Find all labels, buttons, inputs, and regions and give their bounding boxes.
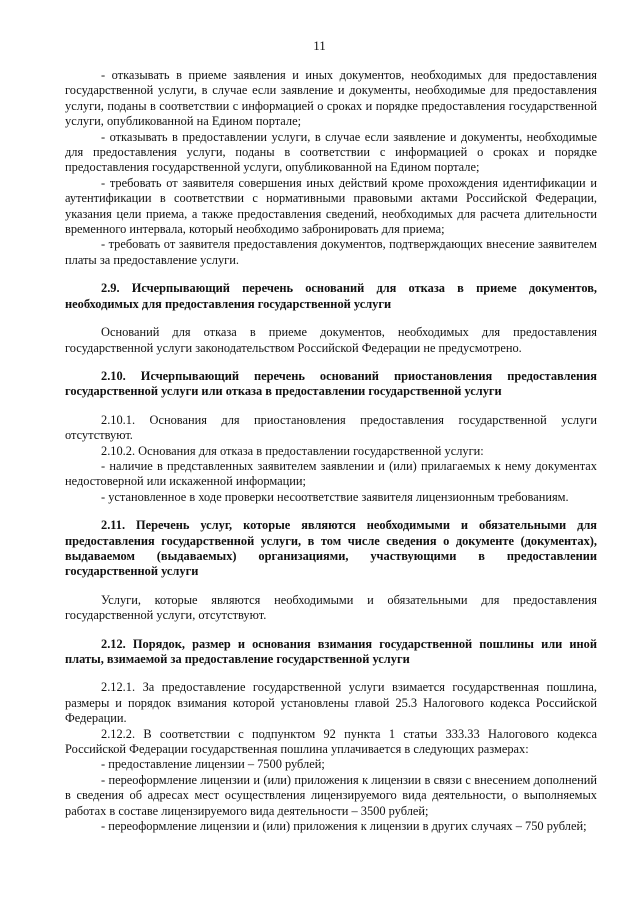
spacer (65, 580, 597, 593)
paragraph: - отказывать в предоставлении услуги, в случае если заявление и документы, необходимые для предоставления услуги, поданы в соответствии с информацией о сроках и порядке предоставления государственной услуги, опубликованной на Едином портале; (65, 129, 597, 175)
paragraph: - наличие в представленных заявителем заявлении и (или) прилагаемых к нему документах недостоверной или искаженной информации; (65, 458, 597, 489)
section-heading: 2.12. Порядок, размер и основания взимания государственной пошлины или иной платы, взимаемой за предоставление государственной услуги (65, 636, 597, 666)
paragraph: 2.12.1. За предоставление государственной услуги взимается государственная пошлина, размеры и порядок взимания которой установлены главой 25.3 Налогового кодекса Российской Федерации. (65, 680, 597, 726)
section-heading: 2.9. Исчерпывающий перечень оснований для отказа в приеме документов, необходимых для предоставления государственной услуги (65, 281, 597, 311)
document-body (65, 68, 597, 834)
spacer (65, 268, 597, 281)
paragraph: - переоформление лицензии и (или) приложения к лицензии в связи с внесением дополнений в сведения об адресах мест осуществления лицензируемого вида деятельности, о выполняемых работах в составе лицензируемого вида деятельности – 3500 рублей; (65, 772, 597, 818)
page-number: 11 (313, 38, 326, 53)
paragraph: 2.12.2. В соответствии с подпунктом 92 пункта 1 статьи 333.33 Налогового кодекса Российской Федерации государственная пошлина уплачивается в следующих размерах: (65, 726, 597, 757)
paragraph: - предоставление лицензии – 7500 рублей; (101, 757, 325, 772)
paragraph: - переоформление лицензии и (или) приложения к лицензии в других случаях – 750 рублей; (101, 819, 587, 834)
section-heading: 2.11. Перечень услуг, которые являются необходимыми и обязательными для предоставления государственной услуги, в том числе сведения о документе (документах), выдаваемом (выдаваемых) организациями, участвующими в предоставлении государственной услуги (65, 518, 597, 579)
paragraph: - установленное в ходе проверки несоответствие заявителя лицензионным требованиям. (101, 489, 569, 504)
paragraph: 2.10.2. Основания для отказа в предоставлении государственной услуги: (101, 443, 484, 458)
spacer (65, 400, 597, 413)
spacer (65, 505, 597, 518)
paragraph: - отказывать в приеме заявления и иных документов, необходимых для предоставления государственной услуги, в случае если заявление и документы, необходимые для предоставления услуги, поданы в соответствии с информацией о сроках и порядке предоставления государственной услуги, опубликованной на Едином портале; (65, 68, 597, 129)
paragraph: 2.10.1. Основания для приостановления предоставления государственной услуги отсутствуют. (65, 412, 597, 443)
spacer (65, 356, 597, 369)
paragraph: Оснований для отказа в приеме документов, необходимых для предоставления государственной услуги законодательством Российской Федерации не предусмотрено. (65, 325, 597, 355)
paragraph: - требовать от заявителя предоставления документов, подтверждающих внесение заявителем платы за предоставление услуги. (65, 237, 597, 267)
spacer (65, 667, 597, 680)
paragraph: Услуги, которые являются необходимыми и обязательными для предоставления государственной услуги, отсутствуют. (65, 592, 597, 623)
section-heading: 2.10. Исчерпывающий перечень оснований приостановления предоставления государственной услуги или отказа в предоставлении государственной услуги (65, 368, 597, 399)
paragraph: - требовать от заявителя совершения иных действий кроме прохождения идентификации и аутентификации в соответствии с нормативными правовыми актами Российской Федерации, указания цели приема, а также предоставления сведений, необходимых для расчета длительности временного интервала, который необходимо забронировать для приема; (65, 175, 597, 237)
spacer (65, 312, 597, 325)
spacer (65, 624, 597, 637)
